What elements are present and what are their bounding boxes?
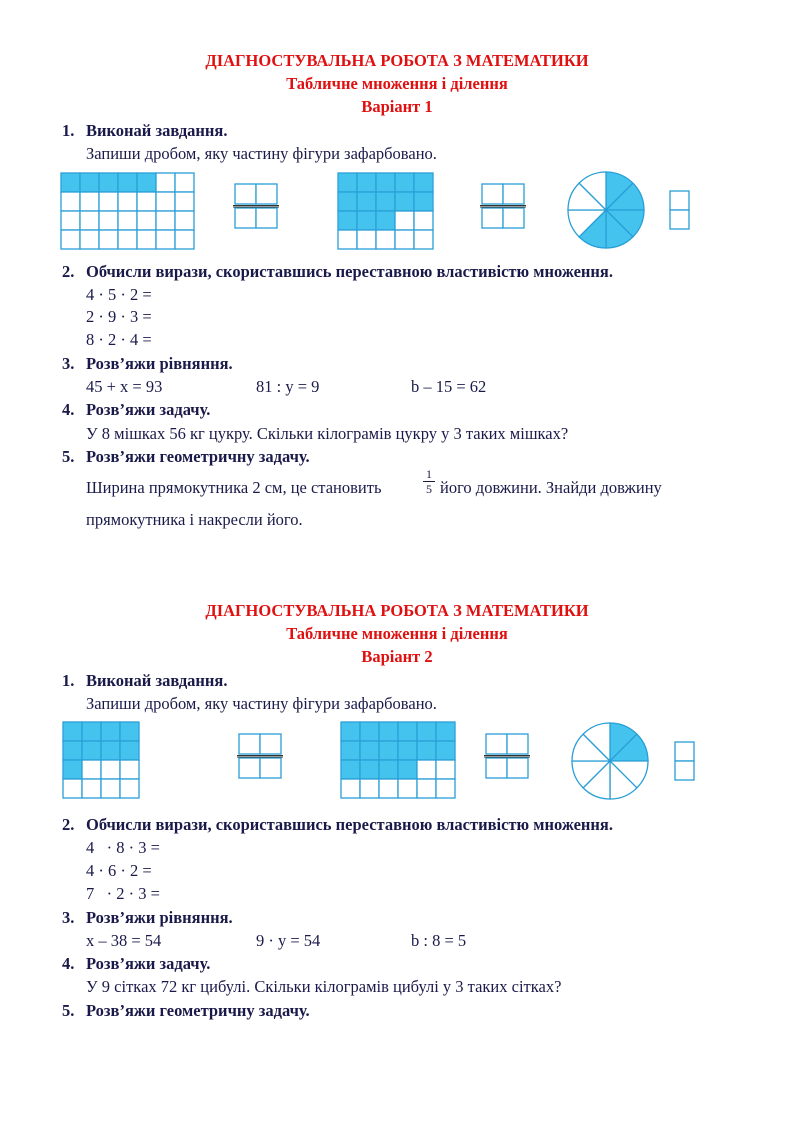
- v2-grid1-cell: [63, 760, 82, 779]
- v1-grid2-cell: [376, 173, 395, 192]
- v1-grid2-cell: [338, 192, 357, 211]
- v1-task2-num: 2.: [62, 262, 75, 281]
- v2-subtitle: Табличне множення і ділення: [286, 624, 508, 643]
- v1-answer1-numerator-cell: [235, 184, 256, 204]
- v1-task5-num: 5.: [62, 447, 75, 466]
- v2-task3-num: 3.: [62, 908, 75, 927]
- v1-grid1-cell: [118, 230, 137, 249]
- v1-grid1-cell: [99, 230, 118, 249]
- v1-variant: Варіант 1: [361, 97, 433, 116]
- v1-grid2-cell: [357, 173, 376, 192]
- v2-task5-num: 5.: [62, 1001, 75, 1020]
- v2-task2-num: 2.: [62, 815, 75, 834]
- v1-grid1-cell: [61, 211, 80, 230]
- v2-answer3-denominator-cell: [675, 761, 694, 780]
- v2-grid1-cell: [63, 722, 82, 741]
- v1-grid1-cell: [80, 211, 99, 230]
- v1-grid1-cell: [80, 173, 99, 192]
- v2-answer1-numerator-cell: [239, 734, 260, 754]
- v2-grid2-cell: [341, 760, 360, 779]
- v1-grid2-cell: [395, 173, 414, 192]
- v1-grid2-cell: [376, 192, 395, 211]
- v2-answer2-denominator-cell: [486, 758, 507, 778]
- v2-grid2-cell: [436, 760, 455, 779]
- v1-task4-text: У 8 мішках 56 кг цукру. Скільки кілограмів цукру у 3 таких мішках?: [86, 424, 569, 443]
- v1-task1-num: 1.: [62, 121, 75, 140]
- v1-task3-num: 3.: [62, 354, 75, 373]
- v2-grid2-cell: [436, 722, 455, 741]
- v1-grid2-cell: [376, 211, 395, 230]
- v1-grid1-cell: [175, 173, 194, 192]
- v1-title: ДІАГНОСТУВАЛЬНА РОБОТА З МАТЕМАТИКИ: [205, 51, 589, 70]
- v1-grid2-cell: [357, 192, 376, 211]
- v1-task5-text-before: Ширина прямокутника 2 см, це становить: [86, 478, 382, 497]
- v1-task4-head: Розв’яжи задачу.: [86, 400, 211, 419]
- v2-answer3-numerator-cell: [675, 742, 694, 761]
- v2-grid2-cell: [379, 760, 398, 779]
- v1-grid1-cell: [137, 230, 156, 249]
- v2-grid2-cell: [398, 741, 417, 760]
- v1-grid2-cell: [395, 192, 414, 211]
- v1-grid1-cell: [80, 192, 99, 211]
- v1-grid1-cell: [80, 230, 99, 249]
- v2-grid2-cell: [398, 760, 417, 779]
- v2-grid2-cell: [341, 779, 360, 798]
- v1-grid2-cell: [376, 230, 395, 249]
- v1-eq-1: 45 + x = 93: [86, 377, 163, 396]
- v1-grid2-cell: [395, 211, 414, 230]
- v2-grid2-cell: [360, 741, 379, 760]
- v2-expr-1: 4 · 8 · 3 =: [86, 838, 160, 857]
- v1-task3-head: Розв’яжи рівняння.: [86, 354, 233, 373]
- v2-grid1-cell: [82, 741, 101, 760]
- v2-eq-1: x – 38 = 54: [86, 931, 162, 950]
- v1-grid1-cell: [118, 211, 137, 230]
- v1-grid2-cell: [338, 211, 357, 230]
- v2-grid2-cell: [417, 760, 436, 779]
- v1-grid1-cell: [61, 192, 80, 211]
- v2-title: ДІАГНОСТУВАЛЬНА РОБОТА З МАТЕМАТИКИ: [205, 601, 589, 620]
- v2-grid1-cell: [120, 741, 139, 760]
- v1-grid2-cell: [414, 173, 433, 192]
- v1-grid2-cell: [414, 192, 433, 211]
- v1-task5-text-line2: прямокутника і накресли його.: [86, 510, 303, 529]
- v2-grid2-cell: [379, 722, 398, 741]
- v1-grid1-cell: [99, 192, 118, 211]
- v1-grid1-cell: [61, 173, 80, 192]
- v2-task2-head: Обчисли вирази, скориставшись переставною властивістю множення.: [86, 815, 613, 834]
- v1-answer2-numerator-cell: [503, 184, 524, 204]
- v2-answer2-numerator-cell: [507, 734, 528, 754]
- v2-grid1-cell: [120, 779, 139, 798]
- v1-task5-text-after: його довжини. Знайди довжину: [440, 478, 662, 497]
- v2-grid2-cell: [417, 722, 436, 741]
- v2-grid2-cell: [360, 760, 379, 779]
- v2-answer1-denominator-cell: [260, 758, 281, 778]
- v1-grid1-cell: [156, 211, 175, 230]
- v1-task5-head: Розв’яжи геометричну задачу.: [86, 447, 310, 466]
- v1-expr-1: 4 · 5 · 2 =: [86, 285, 152, 304]
- v1-answer1-denominator-cell: [256, 208, 277, 228]
- v2-answer1-numerator-cell: [260, 734, 281, 754]
- v2-grid2-cell: [436, 741, 455, 760]
- v1-subtitle: Табличне множення і ділення: [286, 74, 508, 93]
- v2-task1-head: Виконай завдання.: [86, 671, 228, 690]
- v2-grid1-cell: [82, 779, 101, 798]
- v2-answer2-denominator-cell: [507, 758, 528, 778]
- v1-task4-num: 4.: [62, 400, 75, 419]
- v2-task5-head: Розв’яжи геометричну задачу.: [86, 1001, 310, 1020]
- v1-grid1-cell: [137, 211, 156, 230]
- v2-grid1-cell: [82, 760, 101, 779]
- v2-expr-3: 7 · 2 · 3 =: [86, 884, 160, 903]
- v1-grid1-cell: [118, 192, 137, 211]
- v2-task1-num: 1.: [62, 671, 75, 690]
- v1-answer2-denominator-cell: [482, 208, 503, 228]
- v1-grid1-cell: [156, 173, 175, 192]
- v1-task1-head: Виконай завдання.: [86, 121, 228, 140]
- v2-eq-3: b : 8 = 5: [411, 931, 467, 950]
- v2-grid2-cell: [360, 779, 379, 798]
- v1-grid2-cell: [414, 230, 433, 249]
- v2-task4-num: 4.: [62, 954, 75, 973]
- v1-fraction: [423, 468, 435, 495]
- v1-answer3-denominator-cell: [670, 210, 689, 229]
- v1-grid2-cell: [395, 230, 414, 249]
- v1-grid1-cell: [175, 230, 194, 249]
- v2-answer1-denominator-cell: [239, 758, 260, 778]
- v2-grid1-cell: [63, 779, 82, 798]
- v2-eq-2: 9 · y = 54: [256, 931, 321, 950]
- v1-fraction-den: 5: [423, 481, 435, 495]
- v1-answer1-numerator-cell: [256, 184, 277, 204]
- v1-task1-text: Запиши дробом, яку частину фігури зафарбовано.: [86, 144, 437, 163]
- v2-grid2-cell: [360, 722, 379, 741]
- v2-grid1-cell: [101, 779, 120, 798]
- v1-grid1-cell: [99, 173, 118, 192]
- v1-answer3-numerator-cell: [670, 191, 689, 210]
- v1-fraction-num: 1: [426, 467, 432, 481]
- v1-grid1-cell: [137, 192, 156, 211]
- v1-grid1-cell: [156, 192, 175, 211]
- v1-answer2-numerator-cell: [482, 184, 503, 204]
- v1-grid2-cell: [357, 211, 376, 230]
- v1-grid1-cell: [99, 211, 118, 230]
- v1-grid1-cell: [156, 230, 175, 249]
- v2-grid2-cell: [417, 741, 436, 760]
- v2-answer2-numerator-cell: [486, 734, 507, 754]
- v2-grid1-cell: [82, 722, 101, 741]
- v2-grid1-cell: [101, 722, 120, 741]
- v1-grid2-cell: [357, 230, 376, 249]
- v2-grid1-cell: [101, 741, 120, 760]
- v1-grid2-cell: [338, 173, 357, 192]
- v1-eq-3: b – 15 = 62: [411, 377, 487, 396]
- v1-grid2-cell: [414, 211, 433, 230]
- v1-grid1-cell: [175, 211, 194, 230]
- v2-task3-head: Розв’яжи рівняння.: [86, 908, 233, 927]
- v1-answer1-denominator-cell: [235, 208, 256, 228]
- v1-grid1-cell: [118, 173, 137, 192]
- v1-grid1-cell: [175, 192, 194, 211]
- v1-expr-3: 8 · 2 · 4 =: [86, 330, 152, 349]
- v1-eq-2: 81 : y = 9: [256, 377, 320, 396]
- v2-grid2-cell: [398, 779, 417, 798]
- v1-grid1-cell: [61, 230, 80, 249]
- v2-grid1-cell: [63, 741, 82, 760]
- v2-grid2-cell: [341, 722, 360, 741]
- v2-task1-text: Запиши дробом, яку частину фігури зафарбовано.: [86, 694, 437, 713]
- v1-grid1-cell: [137, 173, 156, 192]
- v2-task4-text: У 9 сітках 72 кг цибулі. Скільки кілограмів цибулі у 3 таких сітках?: [86, 977, 562, 996]
- v2-grid1-cell: [120, 722, 139, 741]
- v1-grid2-cell: [338, 230, 357, 249]
- v2-grid2-cell: [379, 779, 398, 798]
- v2-grid2-cell: [341, 741, 360, 760]
- v2-grid2-cell: [398, 722, 417, 741]
- v2-variant: Варіант 2: [361, 647, 433, 666]
- v2-task4-head: Розв’яжи задачу.: [86, 954, 211, 973]
- v2-grid2-cell: [417, 779, 436, 798]
- v2-grid2-cell: [379, 741, 398, 760]
- v1-answer2-denominator-cell: [503, 208, 524, 228]
- v1-expr-2: 2 · 9 · 3 =: [86, 307, 152, 326]
- v2-grid2-cell: [436, 779, 455, 798]
- v1-task2-head: Обчисли вирази, скориставшись переставною властивістю множення.: [86, 262, 613, 281]
- v2-grid1-cell: [101, 760, 120, 779]
- v2-grid1-cell: [120, 760, 139, 779]
- v2-expr-2: 4 · 6 · 2 =: [86, 861, 152, 880]
